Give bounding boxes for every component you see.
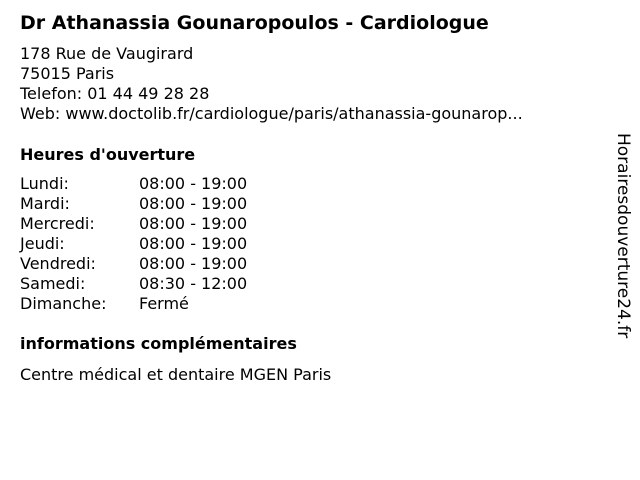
day-label: Vendredi: [20,254,96,273]
time-value: 08:30 - 12:00 [139,274,248,293]
address-block [20,44,523,124]
address-street: 178 Rue de Vaugirard [20,44,194,63]
time-value: 08:00 - 19:00 [139,174,248,193]
website-link[interactable]: Web: www.doctolib.fr/cardiologue/paris/athanassia-gounarop... [20,104,523,123]
time-value: 08:00 - 19:00 [139,234,248,253]
additional-info-heading: informations complémentaires [20,334,297,353]
time-value: 08:00 - 19:00 [139,194,248,213]
phone-number: Telefon: 01 44 49 28 28 [20,84,210,103]
day-label: Samedi: [20,274,86,293]
day-label: Dimanche: [20,294,107,313]
page-title: Dr Athanassia Gounaropoulos - Cardiologue [20,12,489,34]
day-label: Jeudi: [20,234,65,253]
day-label: Mardi: [20,194,70,213]
additional-info-text: Centre médical et dentaire MGEN Paris [20,365,332,384]
opening-hours-heading: Heures d'ouverture [20,145,196,164]
day-label: Lundi: [20,174,69,193]
site-watermark: Horairesdouverture24.fr [613,133,633,339]
time-value: 08:00 - 19:00 [139,254,248,273]
day-label: Mercredi: [20,214,95,233]
address-city: 75015 Paris [20,64,115,83]
time-value: Fermé [139,294,189,313]
time-value: 08:00 - 19:00 [139,214,248,233]
